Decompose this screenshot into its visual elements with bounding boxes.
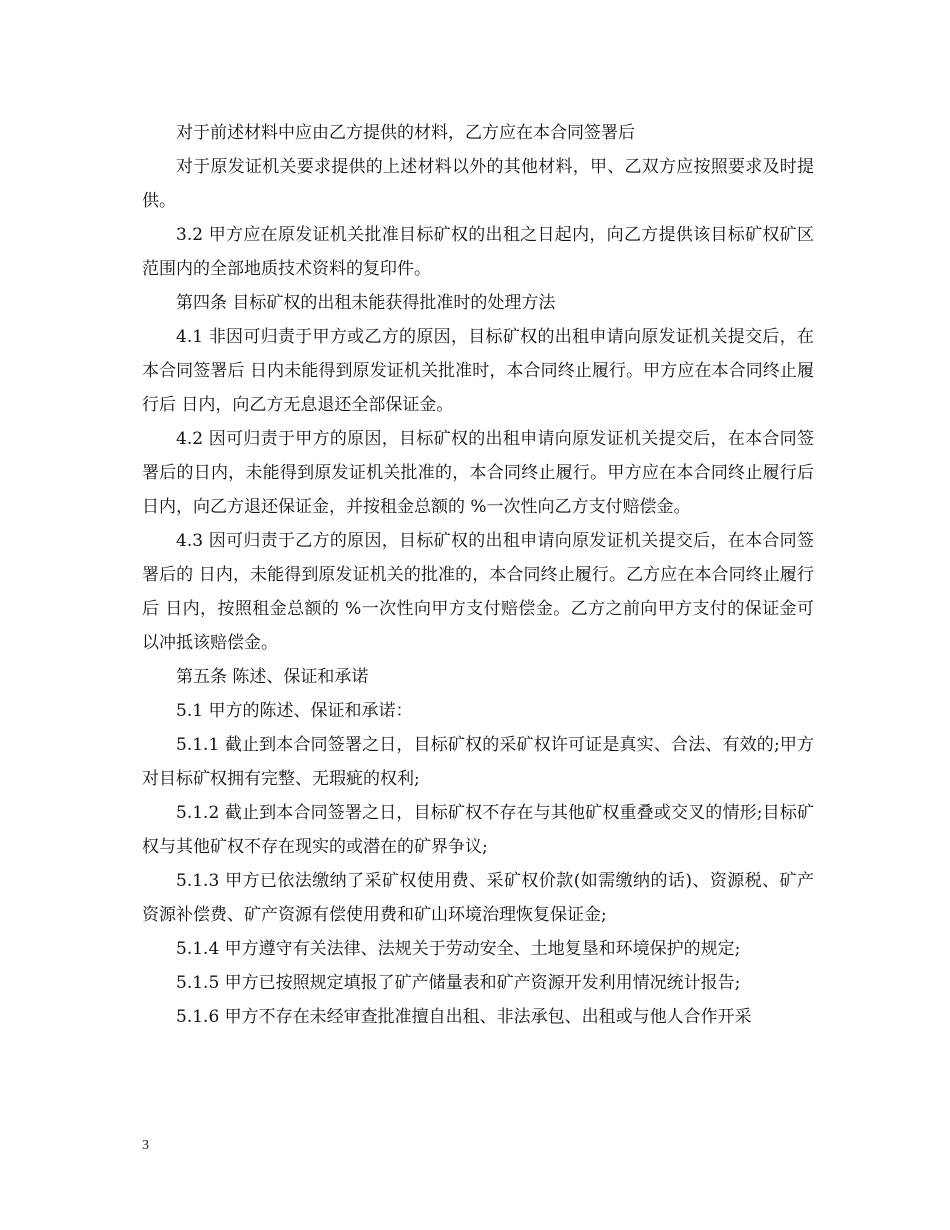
document-body [142,116,814,1034]
paragraph: 4.3 因可归责于乙方的原因，目标矿权的出租申请向原发证机关提交后，在本合同签署后的 日内，未能得到原发证机关的批准的，本合同终止履行。乙方应在本合同终止履行后 日内，按照租金总额的 %一次性向甲方支付赔偿金。乙方之前向甲方支付的保证金可以冲抵该赔偿金。 [142,531,814,653]
paragraph: 5.1.2 截止到本合同签署之日，目标矿权不存在与其他矿权重叠或交叉的情形;目标矿权与其他矿权不存在现实的或潜在的矿界争议; [142,803,814,857]
page-number: 3 [142,1138,149,1153]
section-heading: 第五条 陈述、保证和承诺 [176,667,369,687]
paragraph: 5.1.3 甲方已依法缴纳了采矿权使用费、采矿权价款(如需缴纳的话)、资源税、矿产资源补偿费、矿产资源有偿使用费和矿山环境治理恢复保证金; [142,871,814,925]
paragraph: 5.1.1 截止到本合同签署之日，目标矿权的采矿权许可证是真实、合法、有效的;甲方对目标矿权拥有完整、无瑕疵的权利; [142,735,814,789]
paragraph: 对于原发证机关要求提供的上述材料以外的其他材料，甲、乙双方应按照要求及时提供。 [142,157,814,211]
paragraph: 4.1 非因可归责于甲方或乙方的原因，目标矿权的出租申请向原发证机关提交后，在本合同签署后 日内未能得到原发证机关批准时，本合同终止履行。甲方应在本合同终止履行后 日内，向乙方无息退还全部保证金。 [142,327,814,415]
paragraph: 3.2 甲方应在原发证机关批准目标矿权的出租之日起内，向乙方提供该目标矿权矿区范围内的全部地质技术资料的复印件。 [142,225,814,279]
paragraph: 对于前述材料中应由乙方提供的材料，乙方应在本合同签署后 [176,123,635,143]
paragraph: 5.1 甲方的陈述、保证和承诺： [176,701,413,721]
paragraph: 4.2 因可归责于甲方的原因，目标矿权的出租申请向原发证机关提交后，在本合同签署后的日内，未能得到原发证机关批准的，本合同终止履行。甲方应在本合同终止履行后 日内，向乙方退还保证金，并按租金总额的 %一次性向乙方支付赔偿金。 [142,429,814,517]
paragraph: 5.1.6 甲方不存在未经审查批准擅自出租、非法承包、出租或与他人合作开采 [176,1007,752,1027]
section-heading: 第四条 目标矿权的出租未能获得批准时的处理方法 [176,293,556,313]
paragraph: 5.1.5 甲方已按照规定填报了矿产储量表和矿产资源开发利用情况统计报告; [176,973,741,993]
paragraph: 5.1.4 甲方遵守有关法律、法规关于劳动安全、土地复垦和环境保护的规定; [176,939,741,959]
